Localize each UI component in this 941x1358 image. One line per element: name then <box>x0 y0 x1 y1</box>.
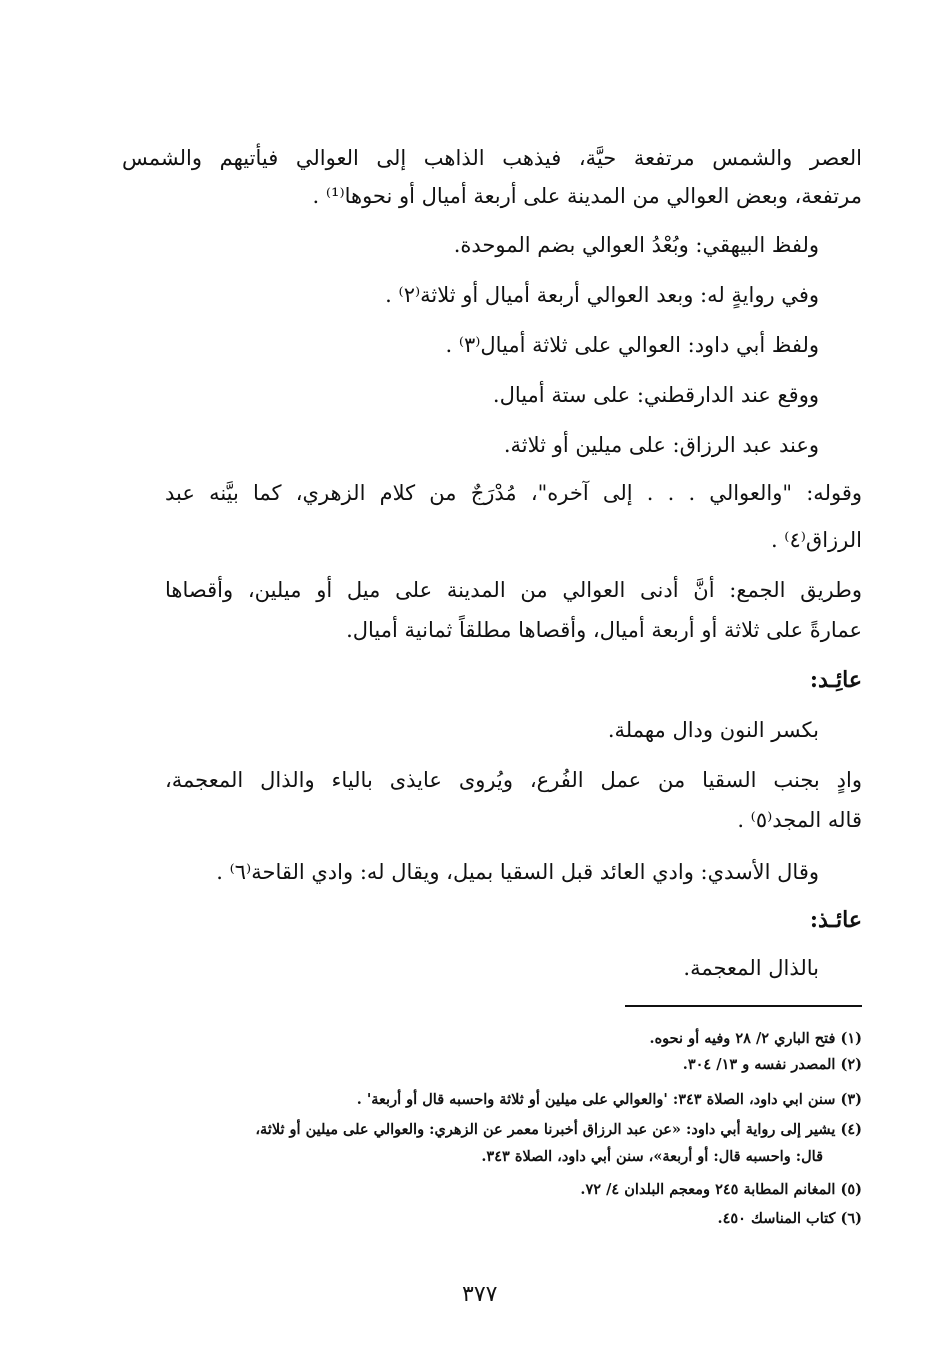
body-line: وعند عبد الرزاق: على ميلين أو ثلاثة. <box>503 433 819 457</box>
body-line: وقوله: "والعوالي . . . إلى آخره"، مُدْرَجٌ من كلام الزهري، كما بيَّنه عبد <box>165 481 862 505</box>
footnote-divider <box>625 1005 862 1007</box>
footnote: (٥) المغانم المطابة ٢٤٥ ومعجم البلدان ٤/ ٧٢. <box>580 1181 862 1198</box>
footnote: (٦) كتاب المناسك ٤٥٠. <box>717 1210 862 1227</box>
body-line: وقال الأسدي: وادي العائد قبل السقيا بميل، ويقال له: وادي القاحة⁽٦⁾ . <box>216 860 819 884</box>
body-line: بالذال المعجمة. <box>683 956 819 980</box>
body-line: وادٍ بجنب السقيا من عمل الفُرع، ويُروى عايذى بالياء والذال المعجمة، <box>165 768 862 792</box>
footnote: (٢) المصدر نفسه و ١٣/ ٣٠٤. <box>682 1056 862 1073</box>
body-line: ولفظ أبي داود: العوالي على ثلاثة أميال⁽٣⁾ . <box>445 333 819 357</box>
body-line: ووقع عند الدارقطني: على ستة أميال. <box>492 383 819 407</box>
footnote: (٣) سنن ابي داود، الصلاة ٣٤٣: 'والعوالي على ميلين أو ثلاثة واحسبه قال أو أربعة' . <box>356 1091 862 1108</box>
body-line: الرزاق⁽٤⁾ . <box>770 528 862 552</box>
body-line: عمارةً على ثلاثة أو أربعة أميال، وأقصاها مطلقاً ثمانية أميال. <box>346 618 862 642</box>
body-line: وطريق الجمع: أنَّ أدنى العوالي من المدينة على ميل أو ميلين، وأقصاها <box>165 578 862 602</box>
body-line: بكسر النون ودال مهملة. <box>607 718 819 742</box>
body-line: ولفظ البيهقي: وبُعْدُ العوالي بضم الموحدة. <box>453 233 819 257</box>
body-line: مرتفعة، وبعض العوالي من المدينة على أربعة أميال أو نحوها⁽¹⁾ . <box>312 184 862 208</box>
body-line: العصر والشمس مرتفعة حيَّة، فيذهب الذاهب إلى العوالي فيأتيهم والشمس <box>122 146 862 170</box>
body-line: قاله المجد⁽٥⁾ . <box>737 808 862 832</box>
entry-heading: عائِـد: <box>809 667 862 693</box>
page-number: ٣٧٧ <box>462 1282 498 1307</box>
footnote-continuation: قال: واحسبه قال: أو أربعة»، سنن أبي داود، الصلاة ٣٤٣. <box>481 1148 823 1165</box>
entry-heading: عائـذ: <box>809 907 862 933</box>
body-line: وفي روايةٍ له: وبعد العوالي أربعة أميال أو ثلاثة⁽٢⁾ . <box>385 283 819 307</box>
footnote: (١) فتح الباري ٢/ ٢٨ وفيه أو نحوه. <box>649 1030 862 1047</box>
footnote: (٤) يشير إلى رواية أبي داود: «عن عبد الرزاق أخبرنا معمر عن الزهري: والعوالي على ميلين أو ثلاثة، <box>255 1121 862 1138</box>
